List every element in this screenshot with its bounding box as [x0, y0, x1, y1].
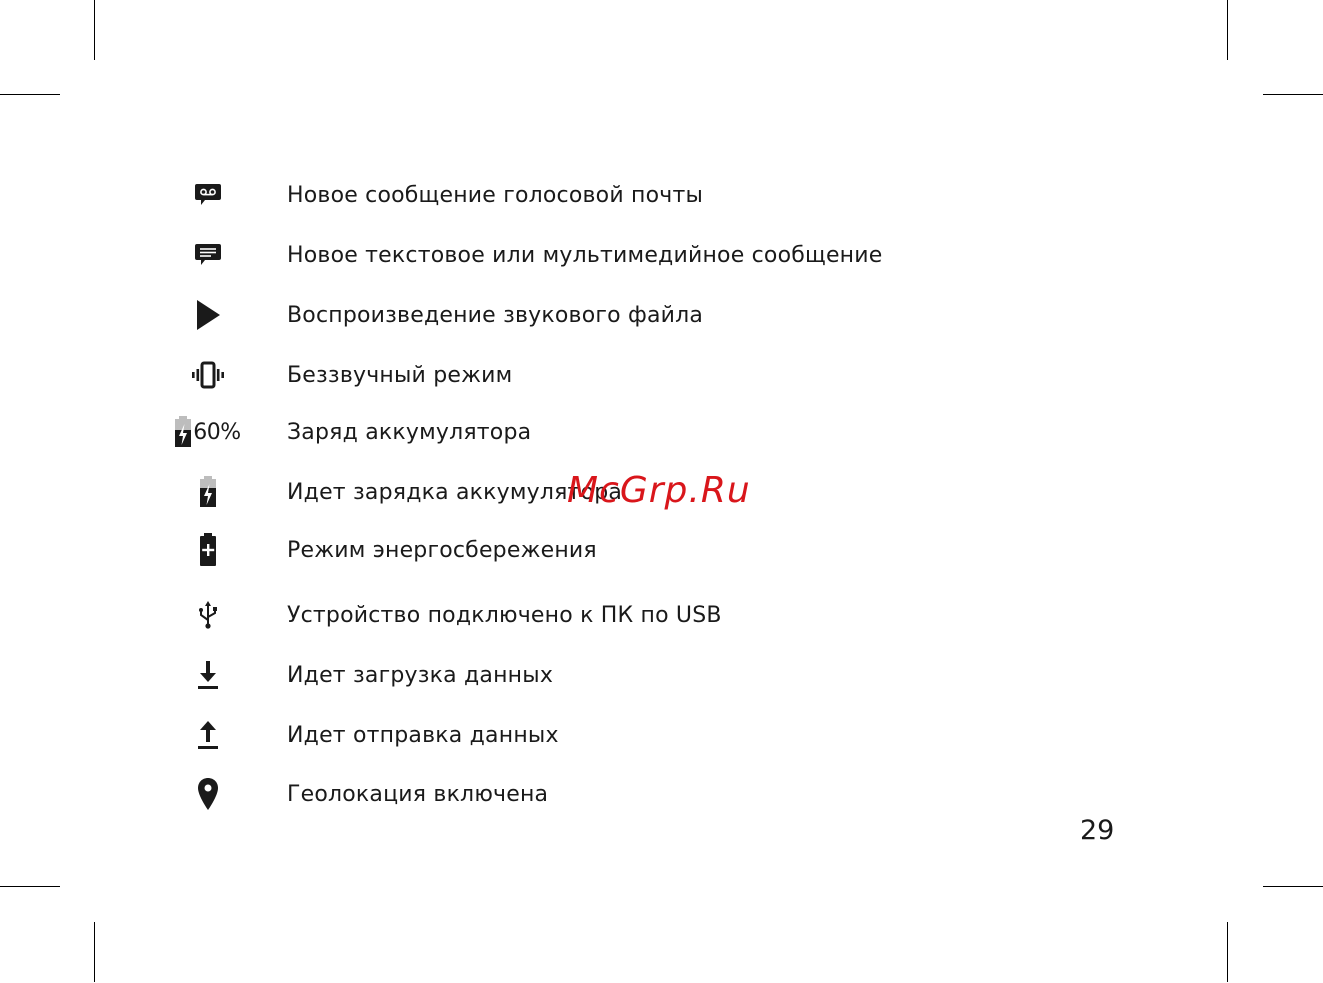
item-label: Геолокация включена	[287, 781, 549, 807]
list-item	[0, 355, 1000, 395]
item-label: Воспроизведение звукового файла	[287, 302, 704, 328]
battery-saver-icon	[170, 530, 245, 570]
message-icon	[170, 235, 245, 275]
list-item	[0, 295, 1000, 335]
voicemail-icon	[170, 175, 245, 215]
upload-icon	[170, 715, 245, 755]
page-number: 29	[1080, 815, 1115, 846]
item-label: Устройство подключено к ПК по USB	[287, 602, 722, 628]
crop-mark	[1263, 94, 1323, 95]
watermark: McGrp.Ru	[567, 470, 751, 511]
crop-mark	[1227, 0, 1228, 60]
battery-charging-icon	[170, 472, 245, 512]
vibrate-icon	[170, 355, 245, 395]
crop-mark	[94, 922, 95, 982]
item-label: Идет отправка данных	[287, 722, 559, 748]
crop-mark	[1263, 886, 1323, 887]
crop-mark	[94, 0, 95, 60]
list-item	[0, 175, 1000, 215]
battery-percent: 60%	[193, 419, 241, 445]
item-label: Режим энергосбережения	[287, 537, 597, 563]
item-label: Беззвучный режим	[287, 362, 513, 388]
item-label: Идет загрузка данных	[287, 662, 554, 688]
download-icon	[170, 655, 245, 695]
crop-mark	[1227, 922, 1228, 982]
item-label: Идет зарядка аккумулятора	[287, 479, 623, 505]
list-item	[0, 530, 1000, 570]
list-item	[0, 235, 1000, 275]
location-pin-icon	[170, 774, 245, 814]
usb-icon	[170, 595, 245, 635]
item-label: Новое текстовое или мультимедийное сообщение	[287, 242, 883, 268]
list-item	[0, 774, 1000, 814]
list-item	[0, 472, 1000, 512]
crop-mark	[0, 94, 60, 95]
battery-percent-icon	[170, 412, 245, 452]
list-item	[0, 412, 1000, 452]
list-item	[0, 715, 1000, 755]
item-label: Заряд аккумулятора	[287, 419, 532, 445]
item-label: Новое сообщение голосовой почты	[287, 182, 704, 208]
crop-mark	[0, 886, 60, 887]
list-item	[0, 595, 1000, 635]
list-item	[0, 655, 1000, 695]
play-icon	[170, 295, 245, 335]
